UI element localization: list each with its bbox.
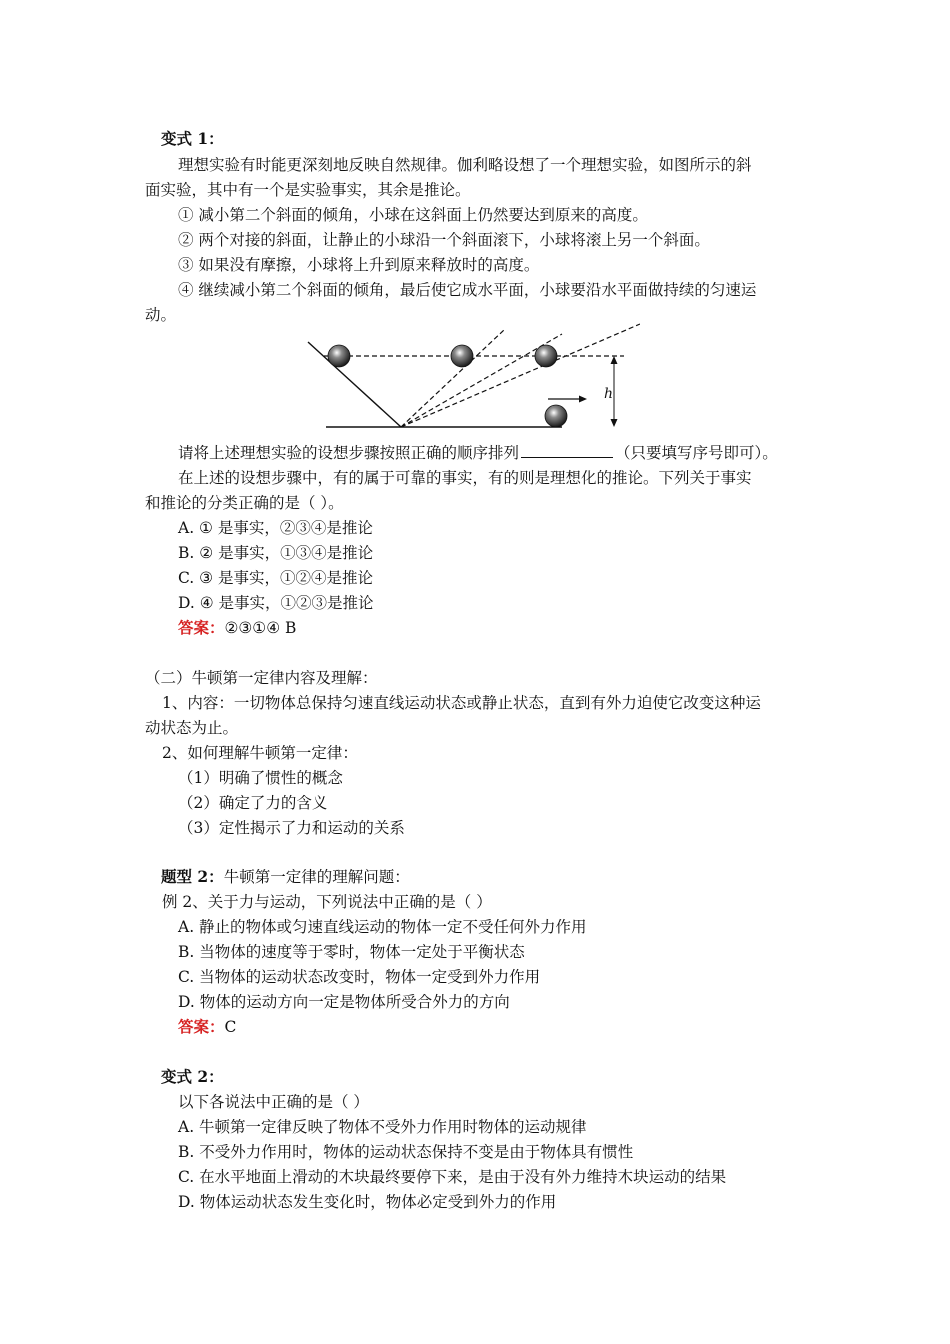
section2-point2: （2）确定了力的含义: [178, 794, 328, 812]
first-incline: [308, 342, 401, 427]
type2-heading: [161, 866, 410, 888]
variant1-option-b: B. ② 是事实，①③④是推论: [178, 544, 374, 562]
type2-option-c: C. 当物体的运动状态改变时，物体一定受到外力作用: [178, 968, 541, 986]
variant1-question1: [178, 442, 778, 464]
variant1-option-c: C. ③ 是事实，①②④是推论: [178, 569, 373, 587]
variant2-option-b: B. 不受外力作用时，物体的运动状态保持不变是由于物体具有惯性: [178, 1143, 634, 1161]
variant1-answer-label: 答案：: [178, 618, 225, 637]
shallow-incline: [401, 324, 640, 427]
variant1-option-a: A. ① 是事实，②③④是推论: [178, 519, 373, 537]
variant1-step3: ③ 如果没有摩擦，小球将上升到原来释放时的高度。: [178, 256, 540, 274]
variant1-step1: ① 减小第二个斜面的倾角，小球在这斜面上仍然要达到原来的高度。: [178, 206, 648, 224]
variant1-step2: ② 两个对接的斜面，让静止的小球沿一个斜面滚下，小球将滚上另一个斜面。: [178, 231, 710, 249]
variant1-intro-line1: 理想实验有时能更深刻地反映自然规律。伽利略设想了一个理想实验，如图所示的斜: [178, 156, 752, 174]
variant1-option-d: D. ④ 是事实，①②③是推论: [178, 594, 374, 612]
type2-option-d: D. 物体的运动方向一定是物体所受合外力的方向: [178, 993, 510, 1011]
variant1-intro-line2: 面实验，其中有一个是实验事实，其余是推论。: [145, 181, 471, 199]
type2-option-a: A. 静止的物体或匀速直线运动的物体一定不受任何外力作用: [178, 918, 587, 936]
type2-example: 例 2、关于力与运动，下列说法中正确的是（ ）: [162, 893, 492, 911]
section2-point3: （3）定性揭示了力和运动的关系: [178, 819, 405, 837]
ball-start: [328, 345, 350, 367]
steep-incline: [401, 330, 504, 427]
variant1-question2-line2: 和推论的分类正确的是（ ）。: [145, 494, 344, 512]
type2-option-b: B. 当物体的速度等于零时，物体一定处于平衡状态: [178, 943, 525, 961]
section2-heading: （二）牛顿第一定律内容及理解：: [145, 669, 378, 687]
question1-before: 请将上述理想实验的设想步骤按照正确的顺序排列: [178, 444, 520, 462]
variant2-option-a: A. 牛顿第一定律反映了物体不受外力作用时物体的运动规律: [178, 1118, 587, 1136]
variant1-question2-line1: 在上述的设想步骤中，有的属于可靠的事实，有的则是理想化的推论。下列关于事实: [178, 469, 752, 487]
ball-horizontal: [545, 405, 567, 427]
h-arrow-down: [611, 419, 618, 427]
h-arrow-up: [611, 356, 618, 364]
type2-heading-rest: 牛顿第一定律的理解问题：: [223, 868, 410, 886]
section2-content-line2: 动状态为止。: [145, 719, 239, 737]
question1-after: （只要填写序号即可）。: [615, 444, 778, 462]
type2-answer-label: 答案：: [178, 1017, 225, 1036]
ball-steep: [451, 345, 473, 367]
variant2-option-d: D. 物体运动状态发生变化时，物体必定受到外力的作用: [178, 1193, 557, 1211]
section2-content-line1: 1、内容：一切物体总保持匀速直线运动状态或静止状态，直到有外力迫使它改变这种运: [162, 694, 761, 712]
type2-answer-value: C: [224, 1018, 237, 1036]
inclined-plane-figure: [300, 318, 640, 432]
variant1-answer-value: ②③①④ B: [224, 619, 297, 637]
section2-understand: 2、如何理解牛顿第一定律：: [162, 744, 358, 762]
ball-medium: [535, 345, 557, 367]
h-label: h: [604, 386, 614, 402]
medium-incline: [401, 334, 562, 427]
variant2-option-c: C. 在水平地面上滑动的木块最终要停下来，是由于没有外力维持木块运动的结果: [178, 1168, 727, 1186]
answer-blank: [521, 442, 613, 458]
variant2-question: 以下各说法中正确的是（ ）: [178, 1093, 369, 1111]
type2-answer: [178, 1016, 236, 1038]
variant1-heading: 变式 1：: [161, 129, 224, 148]
variant1-step4-line1: ④ 继续减小第二个斜面的倾角，最后使它成水平面，小球要沿水平面做持续的匀速运: [178, 281, 757, 299]
variant2-heading: 变式 2：: [161, 1067, 224, 1086]
section2-point1: （1）明确了惯性的概念: [178, 769, 343, 787]
type2-heading-bold: 题型 2：: [161, 867, 224, 886]
variant1-answer: [178, 617, 296, 639]
motion-arrow-head: [579, 396, 587, 403]
variant1-step4-line2: 动。: [145, 306, 177, 324]
